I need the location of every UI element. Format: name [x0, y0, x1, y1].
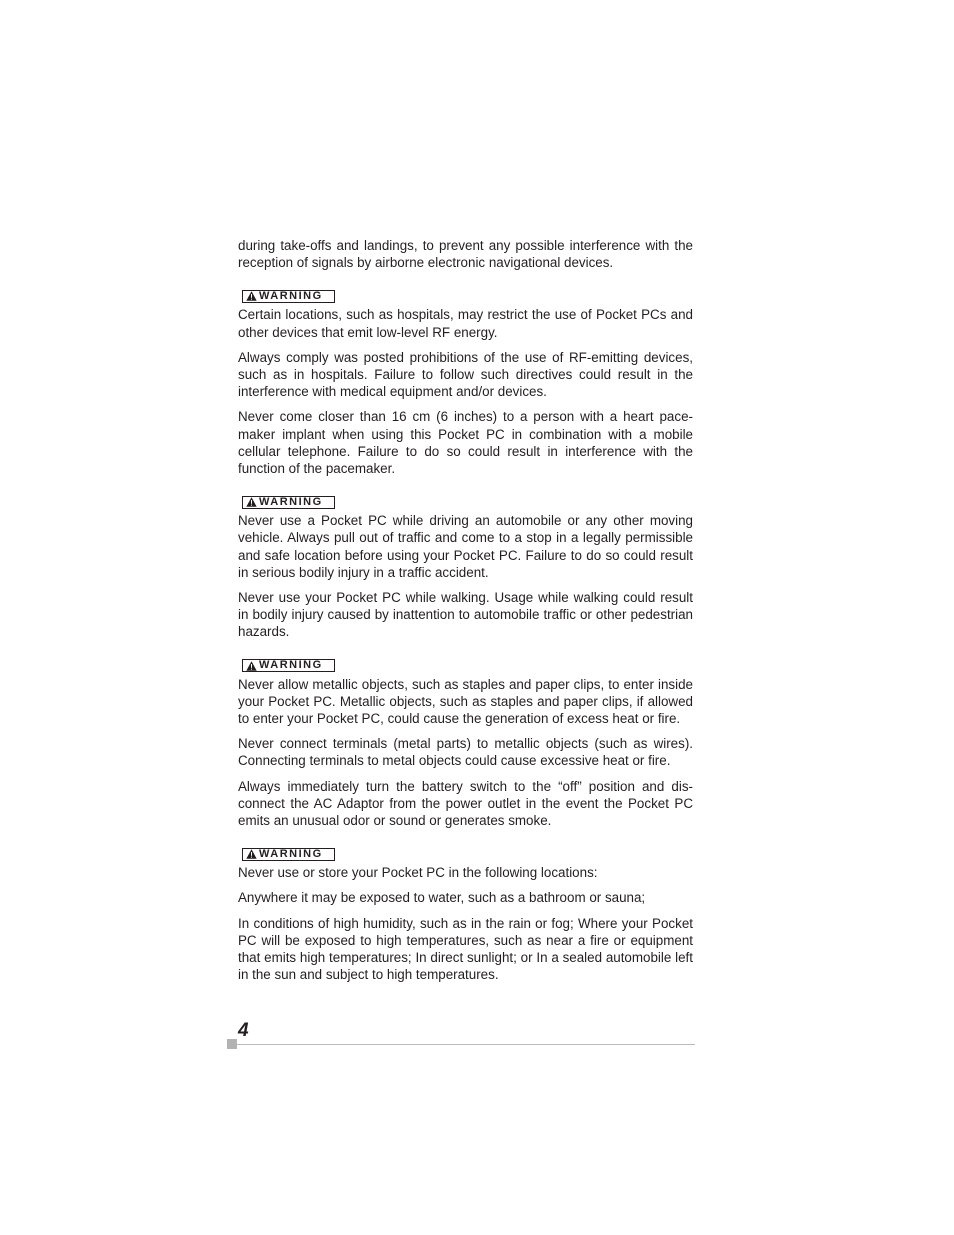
warning-section-2: [238, 494, 693, 640]
warning-triangle-icon: [246, 661, 257, 671]
warning-badge: [242, 848, 335, 861]
warning-label: WARNING: [259, 289, 323, 302]
page-number: 4: [238, 1020, 249, 1041]
intro-paragraph: during take-offs and landings, to prevent any possible interference with the reception of signals by airborne electronic navigational devices.: [238, 238, 693, 271]
warning-triangle-icon: [246, 291, 257, 301]
paragraph: Always immediately turn the battery switch to the “off” position and disconnect the AC Adaptor from the power outlet in the event the Pocket PC emits an unusual odor or sound or generates smoke.: [238, 778, 693, 829]
page-content: [238, 237, 693, 992]
warning-label: WARNING: [259, 495, 323, 508]
paragraph: Always comply was posted prohibitions of the use of RF-emitting devices, such as in hospitals. Failure to follow such directives could result in the interference with medical equipment and/or devices.: [238, 349, 693, 400]
warning-triangle-icon: [246, 849, 257, 859]
paragraph: Never use your Pocket PC while walking. Usage while walking could result in bodily injury caused by inattention to automobile traffic or other pedestrian hazards.: [238, 590, 693, 640]
footer-rule: [237, 1044, 695, 1045]
warning-triangle-icon: [246, 497, 257, 507]
paragraph: Anywhere it may be exposed to water, such as a bathroom or sauna;: [238, 890, 646, 906]
warning-badge: [242, 290, 335, 303]
footer-square-marker: [227, 1039, 237, 1049]
paragraph: Never use a Pocket PC while driving an automobile or any other moving vehicle. Always pull out of traffic and come to a stop in a legally permissible and safe location before using your Pocket PC. Failure to do so could result in serious bodily injury in a traffic accident.: [238, 513, 693, 580]
warning-section-4: [238, 846, 693, 983]
warning-label: WARNING: [259, 847, 323, 860]
paragraph: In conditions of high humidity, such as in the rain or fog; Where your Pocket PC will be exposed to high temperatures, such as near a fire or equipment that emits high temperatures; In direct sunlight; or In a sealed automobile left in the sun and subject to high temperatures.: [238, 915, 693, 983]
warning-section-3: [238, 658, 693, 830]
paragraph: Never use or store your Pocket PC in the following locations:: [238, 865, 598, 881]
paragraph: Certain locations, such as hospitals, may restrict the use of Pocket PCs and other devices that emit low-level RF energy.: [238, 307, 693, 340]
warning-badge: [242, 659, 335, 672]
paragraph: Never come closer than 16 cm (6 inches) to a person with a heart pacemaker implant when using this Pocket PC in combination with a mobile cellular telephone. Failure to do so could result in interference with the function of the pacemaker.: [238, 409, 693, 477]
paragraph: Never connect terminals (metal parts) to metallic objects (such as wires). Connecting terminals to metal objects could cause excessive heat or fire.: [238, 736, 693, 769]
paragraph: Never allow metallic objects, such as staples and paper clips, to enter inside your Pocket PC. Metallic objects, such as staples and paper clips, if allowed to enter your Pocket PC, could cause the generation of excess heat or fire.: [238, 676, 693, 727]
warning-badge: [242, 496, 335, 509]
warning-section-1: [238, 288, 693, 477]
warning-label: WARNING: [259, 659, 323, 672]
